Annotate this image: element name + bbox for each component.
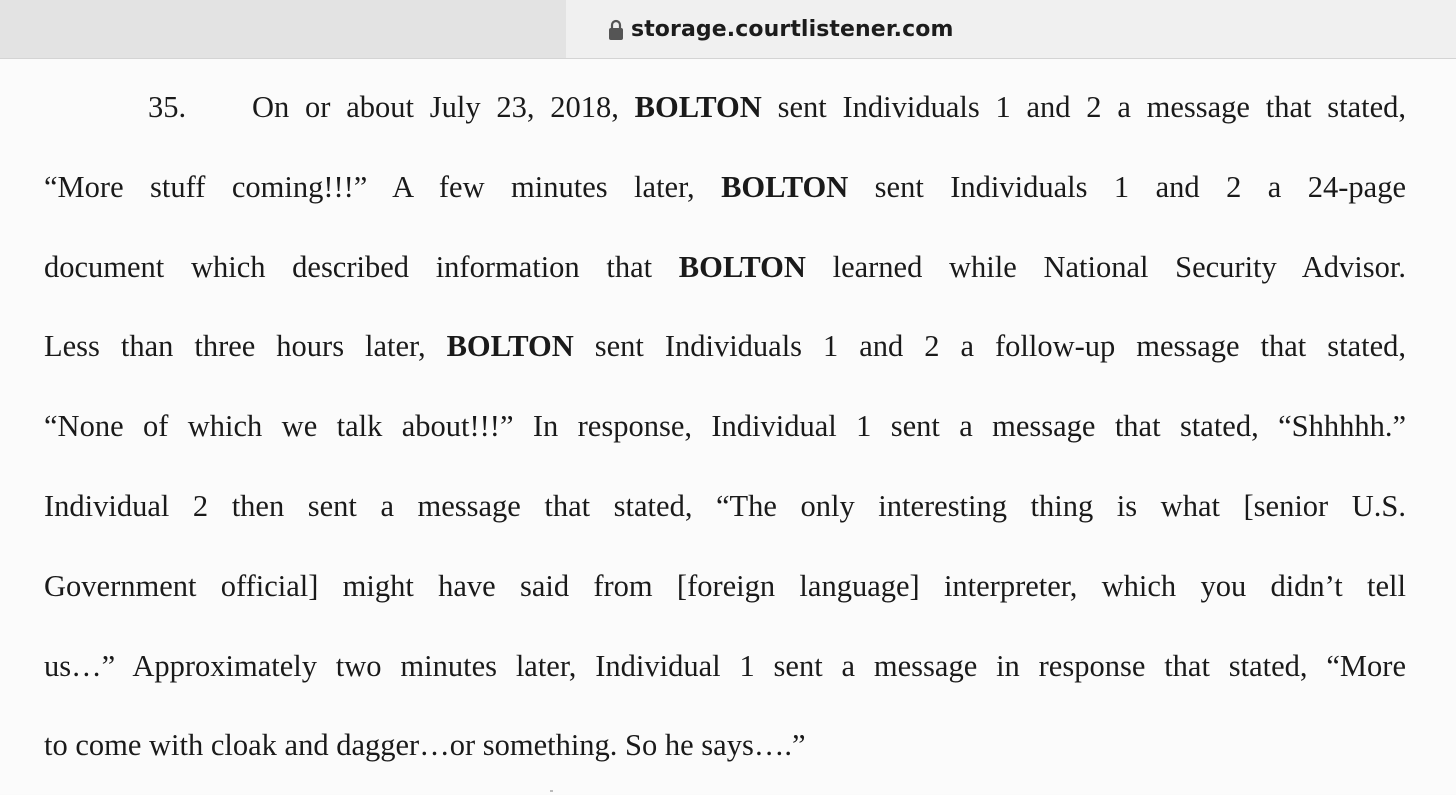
scan-speck bbox=[550, 790, 553, 792]
name-bolton: BOLTON bbox=[678, 249, 806, 284]
lock-icon bbox=[608, 19, 624, 41]
text-line: “More stuff coming!!!” A few minutes later, BOLTON sent Individuals 1 and 2 a 24-page bbox=[44, 169, 1406, 204]
text-line: us…” Approximately two minutes later, Individual 1 sent a message in response that stated, “More bbox=[44, 648, 1406, 683]
document-page bbox=[0, 59, 1456, 794]
text-line: Individual 2 then sent a message that stated, “The only interesting thing is what [senior U.S. bbox=[44, 488, 1406, 523]
text-line: Government official] might have said from [foreign language] interpreter, which you didn’t tell bbox=[44, 568, 1406, 603]
paragraph-35 bbox=[44, 77, 1406, 795]
text-line: “None of which we talk about!!!” In response, Individual 1 sent a message that stated, “Shhhhh.” bbox=[44, 409, 1406, 444]
name-bolton: BOLTON bbox=[721, 169, 849, 204]
browser-tab-area[interactable] bbox=[0, 0, 566, 58]
text-line: to come with cloak and dagger…or something. So he says….” bbox=[44, 728, 806, 763]
text-line: 35. On or about July 23, 2018, BOLTON sent Individuals 1 and 2 a message that stated, bbox=[44, 77, 1406, 157]
paragraph-number: 35. bbox=[148, 90, 187, 124]
name-bolton: BOLTON bbox=[446, 329, 574, 364]
name-bolton: BOLTON bbox=[634, 90, 762, 124]
text-line: document which described information that BOLTON learned while National Security Advisor. bbox=[44, 249, 1406, 284]
browser-toolbar bbox=[0, 0, 1456, 59]
url-text: storage.courtlistener.com bbox=[631, 16, 954, 42]
address-bar[interactable] bbox=[566, 0, 1456, 58]
text-line: Less than three hours later, BOLTON sent Individuals 1 and 2 a follow-up message that stated, bbox=[44, 329, 1406, 364]
